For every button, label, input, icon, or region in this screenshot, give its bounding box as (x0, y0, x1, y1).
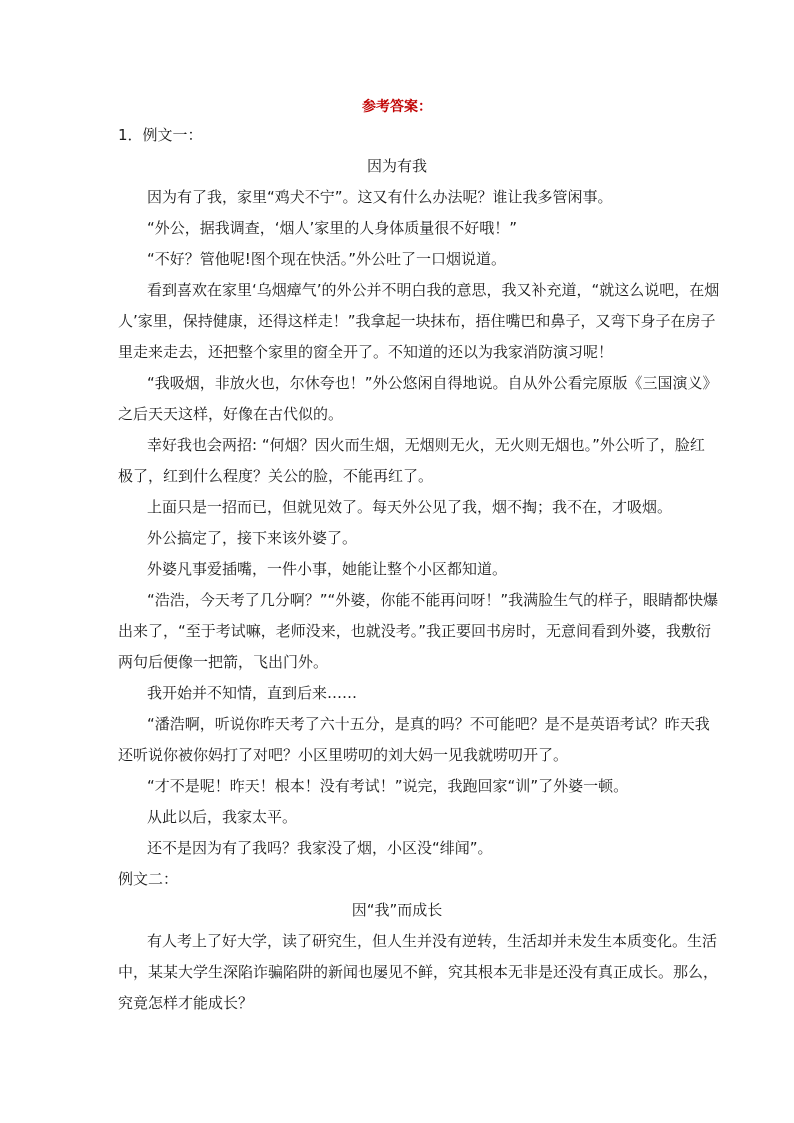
essay1-line: “潘浩啊，听说你昨天考了六十五分，是真的吗？不可能吧？是不是英语考试？昨天我 (147, 715, 710, 733)
essay1-line: 还不是因为有了我吗？我家没了烟，小区没“绯闻”。 (147, 839, 493, 857)
essay1-line: 还听说你被你妈打了对吧？小区里唠叨的刘大妈一见我就唠叨开了。 (118, 746, 569, 764)
essay1-line: “浩浩，今天考了几分啊？”“外婆，你能不能再问呀！”我满脸生气的样子，眼睛都快爆 (147, 591, 719, 609)
essay1-line: 人’家里，保持健康，还得这样走！”我拿起一块抹布，捂住嘴巴和鼻子，又弯下身子在房子 (118, 312, 716, 330)
essay1-line: 我开始并不知情，直到后来…… (147, 684, 358, 702)
essay1-line: 看到喜欢在家里‘乌烟瘴气’的外公并不明白我的意思，我又补充道，“就这么说吧，在烟 (147, 281, 720, 299)
essay1-line: “我吸烟，非放火也，尔休夸也！”外公悠闲自得地说。自从外公看完原版《三国演义》 (147, 374, 718, 392)
essay1-line: 外婆凡事爱插嘴，一件小事，她能让整个小区都知道。 (147, 560, 508, 578)
essay1-line: 出来了，“至于考试嘛，老师没来，也就没考。”我正要回书房时，无意间看到外婆，我敷衍 (118, 622, 712, 640)
essay1-line: 上面只是一招而已，但就见效了。每天外公见了我，烟不掏；我不在，才吸烟。 (147, 498, 673, 516)
essay2-line: 究竟怎样才能成长？ (118, 994, 254, 1012)
essay1-line: 里走来走去，还把整个家里的窗全开了。不知道的还以为我家消防演习呢！ (118, 343, 614, 361)
essay1-line: “不好？管他呢!图个现在快活。”外公吐了一口烟说道。 (147, 250, 507, 268)
essay1-title: 因为有我 (366, 157, 427, 175)
essay1-line: 因为有了我，家里“鸡犬不宁”。这又有什么办法呢？谁让我多管闲事。 (147, 188, 613, 206)
essay1-line: “外公，据我调查，‘烟人’家里的人身体质量很不好哦！” (147, 219, 518, 237)
essay2-label: 例文二： (118, 870, 179, 888)
essay1-line: 幸好我也会两招: “何烟？因火而生烟，无烟则无火，无火则无烟也。”外公听了，脸红 (147, 436, 705, 454)
item-label: 1．例文一： (118, 126, 203, 144)
essay1-line: 两句后便像一把箭，飞出门外。 (118, 653, 329, 671)
essay1-line: 外公搞定了，接下来该外婆了。 (147, 529, 358, 547)
essay2-title: 因“我”而成长 (351, 901, 443, 919)
essay2-line: 中，某某大学生深陷诈骗陷阱的新闻也屡见不鲜，究其根本无非是还没有真正成长。那么， (118, 963, 719, 981)
answer-heading: 参考答案： (362, 99, 432, 115)
essay1-line: 极了，红到什么程度？关公的脸，不能再红了。 (118, 467, 434, 485)
essay1-line: 之后天天这样，好像在古代似的。 (118, 405, 344, 423)
essay1-line: 从此以后，我家太平。 (147, 808, 298, 826)
essay1-line: “才不是呢！昨天！根本！没有考试！”说完，我跑回家“训”了外婆一顿。 (147, 777, 629, 795)
essay2-line: 有人考上了好大学，读了研究生，但人生并没有逆转，生活却并未发生本质变化。生活 (147, 932, 718, 950)
